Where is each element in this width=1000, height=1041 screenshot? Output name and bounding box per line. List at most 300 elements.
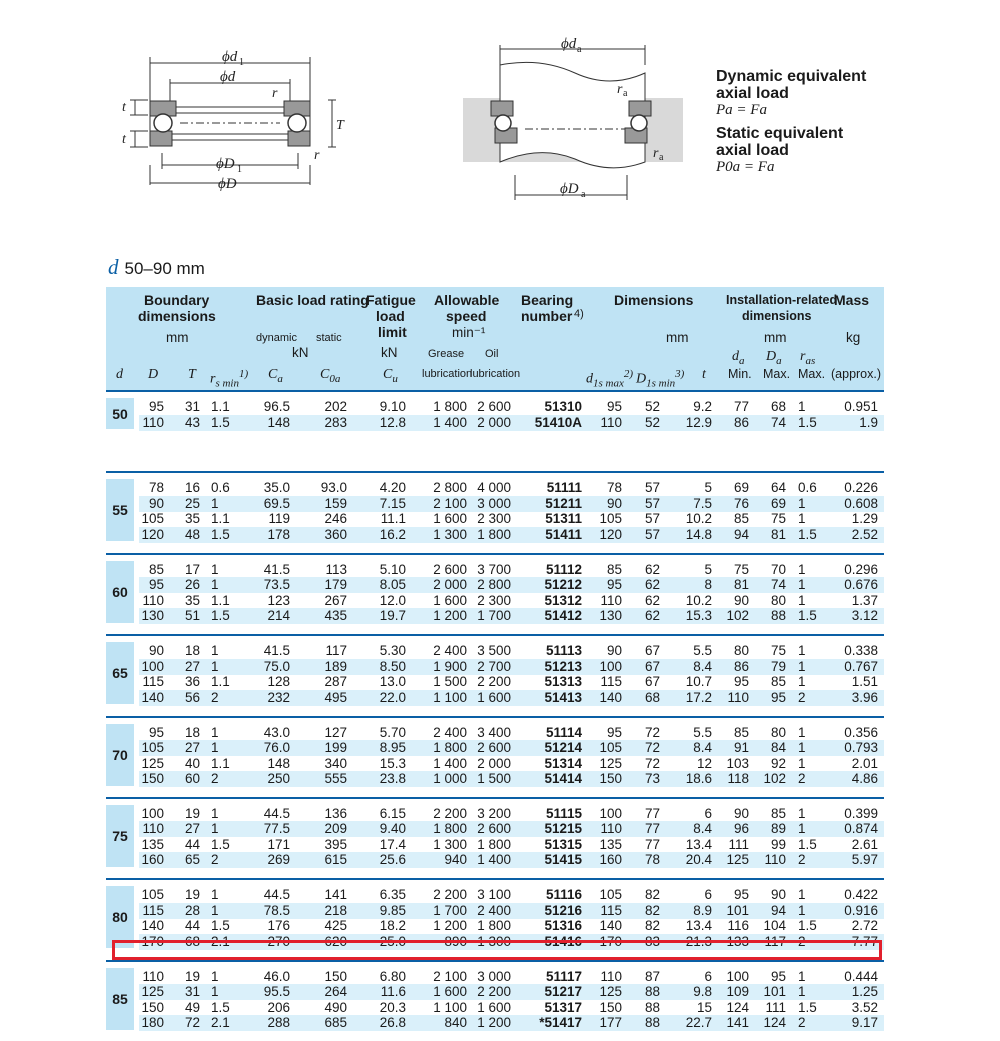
table-cell: 48 (184, 526, 200, 542)
dim-label: ϕd (220, 69, 236, 85)
table-cell: 91 (733, 740, 749, 756)
hdr-bearing: Bearing (521, 292, 574, 308)
table-cell: 1 (211, 902, 219, 918)
table-cell: 2 000 (477, 414, 511, 430)
table-cell: 17 (184, 561, 200, 577)
table-cell: 267 (324, 592, 347, 608)
table-cell: 269 (267, 852, 290, 868)
bore-d-cell: 75 (106, 805, 134, 867)
static-title-1: Static equivalent (716, 125, 844, 142)
table-cell: 1.5 (211, 918, 230, 934)
table-cell: 90 (148, 643, 164, 659)
table-cell: 1 (798, 755, 806, 771)
bore-d-cell: 85 (106, 968, 134, 1030)
table-cell: 209 (324, 821, 347, 837)
bore-group-85 (106, 960, 884, 1041)
table-cell: 18.2 (379, 918, 406, 934)
table-cell: 127 (324, 724, 347, 740)
table-cell: 22.0 (379, 689, 406, 705)
table-cell: 9.17 (851, 1015, 878, 1031)
table-cell: 51315 (544, 836, 582, 852)
table-cell: 1 600 (477, 999, 511, 1015)
table-cell: 125 (141, 755, 164, 771)
table-cell: 125 (141, 984, 164, 1000)
table-cell: 490 (324, 999, 347, 1015)
table-cell: 57 (644, 511, 660, 527)
table-cell: 110 (142, 414, 164, 430)
table-cell: 8.4 (693, 821, 712, 837)
table-cell: 250 (267, 771, 290, 787)
table-cell: 0.6 (211, 480, 230, 496)
table-cell: 88 (644, 999, 660, 1015)
table-cell: 125 (599, 984, 622, 1000)
table-cell: 117 (764, 933, 786, 949)
table-cell: 5.5 (693, 724, 712, 740)
hdr-mass: Mass (834, 292, 870, 308)
dim-label: ϕd (222, 49, 238, 65)
table-cell: 26 (184, 577, 200, 593)
table-cell: 1 400 (433, 755, 467, 771)
table-cell: 95 (733, 887, 749, 903)
table-cell: 110 (600, 821, 622, 837)
group-separator (106, 716, 884, 718)
table-cell: 36 (184, 674, 200, 690)
col-T: T (188, 367, 196, 382)
table-cell: 81 (733, 577, 749, 593)
table-cell: 1.5 (798, 526, 817, 542)
table-cell: 81 (770, 526, 786, 542)
table-cell: 96.5 (263, 399, 290, 414)
bore-range-text: 50–90 mm (124, 259, 205, 278)
bore-range-title (108, 255, 205, 280)
table-cell: 2 (798, 852, 806, 868)
table-cell: 287 (324, 674, 347, 690)
col-D1s: $D_{1s min}^{3)}$ (636, 368, 685, 390)
table-cell: 2.61 (851, 836, 878, 852)
table-cell: 2 800 (477, 577, 511, 593)
group-separator (106, 390, 884, 392)
bore-symbol: d (108, 255, 119, 279)
table-cell: 620 (324, 933, 347, 949)
table-cell: 180 (141, 1015, 164, 1031)
table-cell: 19 (184, 968, 200, 984)
table-cell: 62 (644, 577, 660, 593)
table-cell: 1 700 (433, 902, 467, 918)
col-Cu: $C_u$ (383, 367, 398, 385)
table-cell: 51317 (544, 999, 582, 1015)
table-cell: 1 800 (433, 399, 467, 414)
table-cell: 69.5 (263, 495, 290, 511)
table-cell: 1 400 (433, 414, 467, 430)
table-cell: 96 (733, 821, 749, 837)
table-cell: 1.1 (211, 592, 230, 608)
table-cell: 51312 (544, 592, 582, 608)
col-C0a: $C_{0a}$ (320, 367, 341, 385)
dim-label: r (617, 82, 623, 97)
table-cell: 95 (733, 674, 749, 690)
table-cell: 7.77 (851, 933, 878, 949)
hdr-static: static (316, 332, 342, 344)
table-cell: 3 400 (477, 724, 511, 740)
table-cell: 1 200 (477, 1015, 511, 1031)
table-cell: 5 (704, 480, 712, 496)
table-cell: 105 (141, 887, 164, 903)
table-cell: 2.1 (211, 1015, 230, 1031)
table-cell: 51117 (545, 968, 582, 984)
table-cell: 12.9 (685, 414, 712, 430)
table-cell: 69 (770, 495, 786, 511)
table-cell: 1 (211, 561, 219, 577)
bore-d-cell: 70 (106, 724, 134, 786)
table-cell: 1 700 (477, 608, 511, 624)
table-cell: 15.3 (685, 608, 712, 624)
table-row (106, 837, 884, 853)
table-cell: 51115 (545, 805, 582, 821)
table-cell: 117 (325, 643, 347, 659)
table-cell: 1 600 (433, 984, 467, 1000)
bore-group-70 (106, 716, 884, 797)
table-cell: 62 (644, 561, 660, 577)
table-row (106, 643, 884, 659)
table-cell: 25 (184, 495, 200, 511)
table-cell: 11.1 (380, 511, 406, 527)
table-cell: 140 (141, 918, 164, 934)
table-cell: 2 600 (477, 740, 511, 756)
table-cell: 1 (798, 399, 806, 414)
table-cell: 2 (798, 933, 806, 949)
table-cell: 115 (600, 674, 622, 690)
table-row (106, 496, 884, 512)
table-cell: 1 (211, 724, 219, 740)
table-cell: 78 (644, 852, 660, 868)
table-cell: 57 (644, 480, 660, 496)
table-cell: 72 (644, 724, 660, 740)
table-row (106, 577, 884, 593)
table-cell: 0.422 (844, 887, 878, 903)
table-cell: 1 800 (433, 740, 467, 756)
table-cell: 12.0 (379, 592, 406, 608)
table-row (106, 1000, 884, 1016)
table-cell: 51413 (544, 689, 582, 705)
table-cell: 68 (770, 399, 786, 414)
dim-label: ϕD (218, 176, 237, 192)
table-cell: 0.767 (844, 658, 878, 674)
dim-label: r (272, 86, 278, 101)
table-cell: 44.5 (263, 805, 290, 821)
hdr-installation: dimensions (742, 309, 812, 323)
table-cell: 16 (184, 480, 200, 496)
table-cell: 44.5 (263, 887, 290, 903)
table-cell: 1 (798, 495, 806, 511)
table-cell: 52 (644, 414, 660, 430)
table-cell: 141 (726, 1015, 749, 1031)
table-cell: 51211 (545, 495, 582, 511)
table-cell: 2 300 (477, 511, 511, 527)
hdr-boundary: dimensions (138, 308, 216, 324)
table-cell: 6 (704, 887, 712, 903)
table-cell: 46.0 (263, 968, 290, 984)
table-cell: 89 (770, 821, 786, 837)
table-cell: 110 (600, 592, 622, 608)
table-cell: 10.2 (685, 511, 712, 527)
dim-label: t (122, 100, 126, 115)
table-cell: 0.676 (844, 577, 878, 593)
table-cell: 3 000 (477, 968, 511, 984)
table-cell: 1 200 (433, 918, 467, 934)
table-cell: 69 (733, 480, 749, 496)
table-cell: 40 (184, 755, 200, 771)
table-cell: 44 (184, 918, 200, 934)
hdr-basic-load: Basic load rating (256, 292, 369, 308)
table-cell: 128 (267, 674, 290, 690)
group-separator (106, 960, 884, 962)
table-cell: 83 (644, 933, 660, 949)
table-cell: 1.25 (851, 984, 878, 1000)
table-cell: 18 (184, 724, 200, 740)
table-cell: 150 (141, 999, 164, 1015)
hdr-dimensions: Dimensions (614, 292, 694, 308)
table-cell: 20.3 (379, 999, 406, 1015)
table-header (106, 287, 884, 390)
table-cell: 206 (267, 999, 290, 1015)
static-title-2: axial load (716, 142, 789, 159)
table-cell: 0.399 (844, 805, 878, 821)
table-cell: 3 700 (477, 561, 511, 577)
table-row (106, 659, 884, 675)
table-cell: 2 200 (477, 984, 511, 1000)
table-cell: 113 (325, 561, 347, 577)
table-cell: 102 (763, 771, 786, 787)
table-cell: 1 500 (433, 674, 467, 690)
hdr-unit: kg (846, 330, 861, 345)
table-cell: 77 (733, 399, 749, 414)
table-cell: 283 (324, 414, 347, 430)
table-cell: 177 (599, 1015, 622, 1031)
table-cell: 4.86 (851, 771, 878, 787)
bore-d-cell: 50 (106, 398, 134, 429)
table-cell: 90 (148, 495, 164, 511)
table-cell: 62 (644, 592, 660, 608)
table-cell: 104 (763, 918, 786, 934)
hdr-lub: lubrication (422, 368, 473, 380)
table-cell: 110 (142, 592, 164, 608)
table-cell: 90 (606, 495, 622, 511)
col-D: D (148, 367, 159, 382)
table-cell: 57 (644, 495, 660, 511)
table-cell: 90 (733, 805, 749, 821)
bore-group-65 (106, 634, 884, 715)
table-cell: 26.8 (379, 1015, 406, 1031)
table-cell: 14.8 (685, 526, 712, 542)
table-cell: 118 (727, 771, 749, 787)
table-cell: 76.0 (263, 740, 290, 756)
table-cell: 1 (211, 968, 219, 984)
table-cell: 78 (148, 480, 164, 496)
table-cell: 2 600 (433, 561, 467, 577)
table-cell: 110 (142, 821, 164, 837)
table-cell: 111 (728, 836, 749, 852)
table-cell: 102 (726, 608, 749, 624)
mounting-diagram (455, 35, 695, 210)
table-cell: 1.37 (851, 592, 878, 608)
dim-label: r (653, 146, 659, 161)
table-cell: 100 (726, 968, 749, 984)
table-cell: 171 (267, 836, 290, 852)
table-row (106, 593, 884, 609)
table-cell: 135 (599, 836, 622, 852)
table-cell: 68 (644, 689, 660, 705)
table-cell: 100 (599, 805, 622, 821)
hdr-unit: kN (292, 345, 309, 360)
table-cell: 86 (733, 414, 749, 430)
table-cell: *51417 (539, 1015, 582, 1031)
table-cell: 9.85 (379, 902, 406, 918)
table-cell: 13.4 (685, 918, 712, 934)
table-cell: 4.20 (379, 480, 406, 496)
table-cell: 0.916 (844, 902, 878, 918)
table-cell: 70 (770, 561, 786, 577)
table-cell: 16.2 (379, 526, 406, 542)
table-cell: 8.9 (693, 902, 712, 918)
table-cell: 2 200 (477, 674, 511, 690)
table-cell: 85 (148, 561, 164, 577)
table-cell: 105 (141, 740, 164, 756)
table-cell: 176 (267, 918, 290, 934)
group-separator (106, 471, 884, 473)
table-cell: 85 (770, 674, 786, 690)
table-cell: 1 (798, 511, 806, 527)
table-cell: 2 100 (433, 968, 467, 984)
col-da: $d_a$ (732, 349, 745, 367)
table-cell: 1.9 (859, 414, 878, 430)
table-cell: 88 (644, 1015, 660, 1031)
table-cell: 1 (211, 740, 219, 756)
table-cell: 93.0 (320, 480, 347, 496)
table-cell: 1.1 (211, 511, 230, 527)
table-cell: 41.5 (263, 561, 290, 577)
hdr-note: 4) (574, 308, 584, 320)
table-cell: 120 (141, 526, 164, 542)
table-cell: 82 (644, 887, 660, 903)
table-cell: 133 (726, 933, 749, 949)
table-cell: 74 (770, 577, 786, 593)
table-cell: 6.80 (379, 968, 406, 984)
table-cell: 1 800 (477, 836, 511, 852)
table-cell: 1.5 (798, 608, 817, 624)
hdr-dynamic: dynamic (256, 332, 297, 344)
table-cell: 51411 (545, 526, 582, 542)
table-cell: 0.338 (844, 643, 878, 659)
table-cell: 555 (324, 771, 347, 787)
table-cell: 435 (324, 608, 347, 624)
col-d1s: $d_{1s max}^{2)}$ (586, 368, 634, 390)
hdr-grease: Grease (428, 348, 465, 360)
table-cell: 3 500 (477, 643, 511, 659)
table-cell: 95 (770, 689, 786, 705)
equivalent-load-block (716, 68, 866, 176)
group-separator (106, 634, 884, 636)
table-cell: 85 (770, 805, 786, 821)
table-cell: 51311 (545, 511, 582, 527)
dynamic-title-1: Dynamic equivalent (716, 68, 867, 85)
table-cell: 3.12 (851, 608, 878, 624)
hdr-unit: min⁻¹ (452, 325, 486, 340)
table-cell: 12 (696, 755, 712, 771)
table-cell: 340 (324, 755, 347, 771)
table-cell: 92 (770, 755, 786, 771)
table-cell: 1 800 (477, 918, 511, 934)
table-cell: 110 (142, 968, 164, 984)
table-row (106, 771, 884, 787)
table-cell: 27 (184, 658, 200, 674)
bore-d-cell: 60 (106, 561, 134, 623)
table-cell: 73 (644, 771, 660, 787)
dim-label: T (336, 118, 344, 133)
table-cell: 75 (770, 643, 786, 659)
table-cell: 0.793 (844, 740, 878, 756)
table-cell: 1 (211, 821, 219, 837)
table-row (106, 527, 884, 543)
table-cell: 51111 (546, 480, 582, 496)
table-cell: 2 200 (433, 805, 467, 821)
table-cell: 125 (599, 755, 622, 771)
hdr-allowable: speed (446, 308, 487, 324)
table-cell: 140 (599, 689, 622, 705)
table-cell: 51313 (544, 674, 582, 690)
table-cell: 148 (267, 755, 290, 771)
col-min: Min. (728, 367, 752, 381)
table-cell: 87 (644, 968, 660, 984)
table-cell: 18 (184, 643, 200, 659)
table-cell: 1.51 (851, 674, 878, 690)
table-cell: 86 (733, 658, 749, 674)
col-max: Max. (763, 367, 791, 381)
table-cell: 49 (184, 999, 200, 1015)
table-cell: 43.0 (263, 724, 290, 740)
table-cell: 178 (267, 526, 290, 542)
table-cell: 264 (324, 984, 347, 1000)
table-cell: 148 (267, 414, 290, 430)
table-cell: 2 100 (433, 495, 467, 511)
table-cell: 35 (184, 511, 200, 527)
table-cell: 3 000 (477, 495, 511, 511)
table-cell: 1 (798, 658, 806, 674)
table-cell: 1 (211, 643, 219, 659)
table-row (106, 562, 884, 578)
table-cell: 5.5 (693, 643, 712, 659)
table-cell: 1 (211, 658, 219, 674)
table-cell: 41.5 (263, 643, 290, 659)
table-cell: 1 (798, 968, 806, 984)
group-separator (106, 797, 884, 799)
table-cell: 135 (141, 836, 164, 852)
table-cell: 57 (644, 526, 660, 542)
table-cell: 2 300 (477, 592, 511, 608)
table-cell: 8 (704, 577, 712, 593)
table-cell: 1.5 (798, 999, 817, 1015)
table-cell: 9.10 (379, 399, 406, 414)
table-cell: 124 (763, 1015, 786, 1031)
table-cell: 6.15 (379, 805, 406, 821)
table-cell: 124 (726, 999, 749, 1015)
table-cell: 1 (211, 577, 219, 593)
table-cell: 7.15 (379, 495, 406, 511)
table-cell: 100 (141, 658, 164, 674)
table-cell: 20.4 (685, 852, 712, 868)
table-cell: 5.70 (379, 724, 406, 740)
table-cell: 12.8 (379, 414, 406, 430)
table-row (106, 480, 884, 496)
